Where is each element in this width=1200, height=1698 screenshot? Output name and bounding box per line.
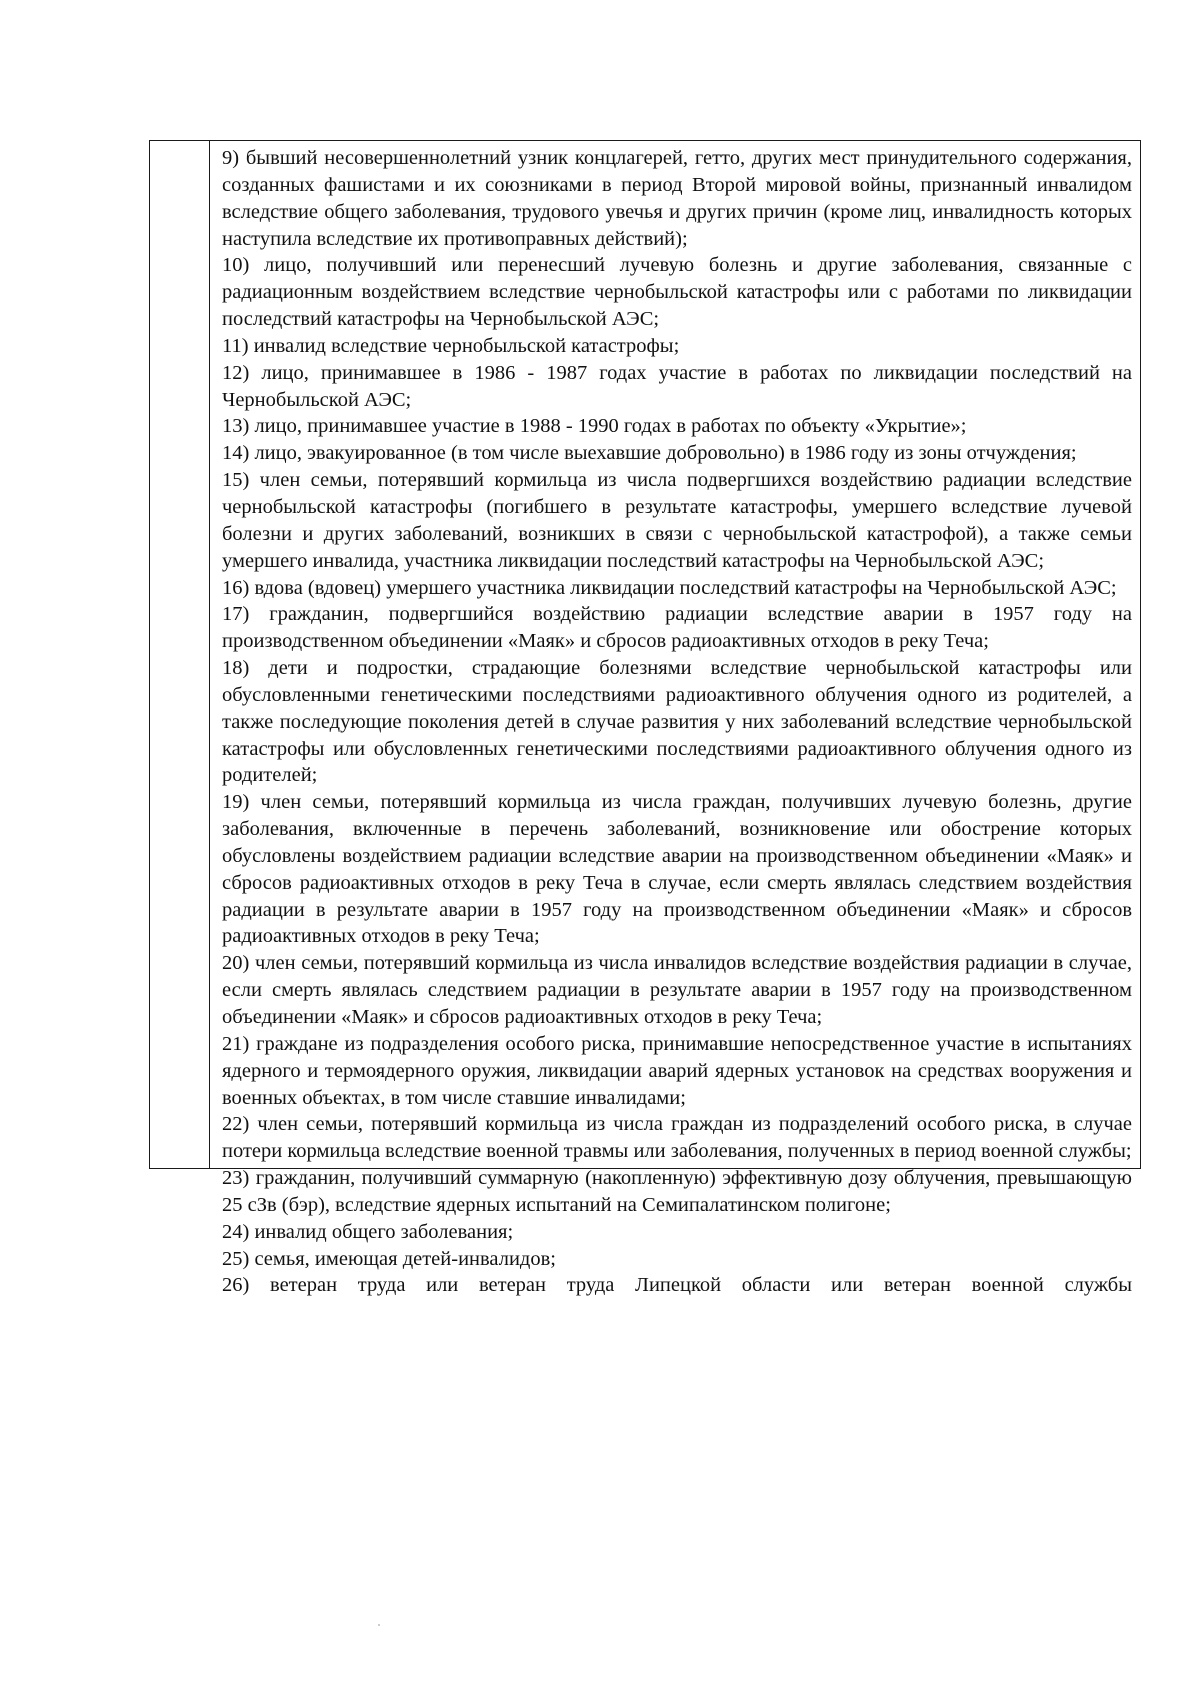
list-item-19: 19) член семьи, потерявший кормильца из числа граждан, получивших лучевую болезнь, другие заболевания, включенные в перечень заболеваний, возникновение или обострение которых обусловлены воздействием радиации вследствие аварии на производственном объединении «Маяк» и сбросов радиоактивных отходов в реку Теча в случае, если смерть являлась следствием воздействия радиации в результате аварии в 1957 году на производственном объединении «Маяк» и сбросов радиоактивных отходов в реку Теча; xyxy=(222,791,1132,948)
list-item-16: 16) вдова (вдовец) умершего участника ликвидации последствий катастрофы на Чернобыльской АЭС; xyxy=(222,576,1117,599)
table-number-column xyxy=(150,141,210,1168)
list-item-15: 15) член семьи, потерявший кормильца из числа подвергшихся воздействию радиации вследствие чернобыльской катастрофы (погибшего в результате катастрофы, умершего вследствие лучевой болезни и других заболеваний, возникших в связи с чернобыльской катастрофой), а также семьи умершего инвалида, участника ликвидации последствий катастрофы на Чернобыльской АЭС; xyxy=(222,469,1132,572)
list-item-14: 14) лицо, эвакуированное (в том числе выехавшие добровольно) в 1986 году из зоны отчуждения; xyxy=(222,442,1077,465)
list-item-24: 24) инвалид общего заболевания; xyxy=(222,1220,514,1243)
table-content-column xyxy=(210,141,1140,1297)
list-item-12: 12) лицо, принимавшее в 1986 - 1987 годах участие в работах по ликвидации последствий на Чернобыльской АЭС; xyxy=(222,361,1132,411)
list-item-13: 13) лицо, принимавшее участие в 1988 - 1990 годах в работах по объекту «Укрытие»; xyxy=(222,415,967,438)
list-item-21: 21) граждане из подразделения особого риска, принимавшие непосредственное участие в испытаниях ядерного и термоядерного оружия, ликвидации аварий ядерных установок на средствах вооружения и военных объектах, в том числе ставшие инвалидами; xyxy=(222,1032,1132,1109)
list-item-18: 18) дети и подростки, страдающие болезнями вследствие чернобыльской катастрофы или обусловленными генетическими последствиями радиоактивного облучения одного из родителей, а также последующие поколения детей в случае развития у них заболеваний вследствие чернобыльской катастрофы или обусловленных генетическими последствиями радиоактивного облучения одного из родителей; xyxy=(222,657,1132,787)
list-item-20: 20) член семьи, потерявший кормильца из числа инвалидов вследствие воздействия радиации в случае, если смерть являлась следствием радиации в результате аварии в 1957 году на производственном объединении «Маяк» и сбросов радиоактивных отходов в реку Теча; xyxy=(222,952,1132,1028)
scan-speck xyxy=(378,1624,380,1626)
list-item-9: 9) бывший несовершеннолетний узник концлагерей, гетто, других мест принудительного содержания, созданных фашистами и их союзниками в период Второй мировой войны, признанный инвалидом вследствие общего заболевания, трудового увечья и других причин (кроме лиц, инвалидность которых наступила вследствие их противоправных действий); xyxy=(222,147,1132,250)
list-item-25: 25) семья, имеющая детей-инвалидов; xyxy=(222,1247,556,1270)
list-item-23: 23) гражданин, получивший суммарную (накопленную) эффективную дозу облучения, превышающую 25 сЗв (бэр), вследствие ядерных испытаний на Семипалатинском полигоне; xyxy=(222,1167,1132,1216)
list-item-22: 22) член семьи, потерявший кормильца из числа граждан из подразделений особого риска, в случае потери кормильца вследствие военной травмы или заболевания, полученных в период военной службы; xyxy=(222,1113,1132,1163)
list-item-10: 10) лицо, получивший или перенесший лучевую болезнь и другие заболевания, связанные с радиационным воздействием вследствие чернобыльской катастрофы или с работами по ликвидации последствий катастрофы на Чернобыльской АЭС; xyxy=(222,254,1132,331)
document-table xyxy=(149,140,1141,1297)
list-item-26: 26) ветеран труда или ветеран труда Липецкой области или ветеран военной службы xyxy=(222,1274,1132,1297)
list-item-11: 11) инвалид вследствие чернобыльской катастрофы; xyxy=(222,334,680,357)
list-item-17: 17) гражданин, подвергшийся воздействию радиации вследствие аварии в 1957 году на производственном объединении «Маяк» и сбросов радиоактивных отходов в реку Теча; xyxy=(222,603,1132,653)
